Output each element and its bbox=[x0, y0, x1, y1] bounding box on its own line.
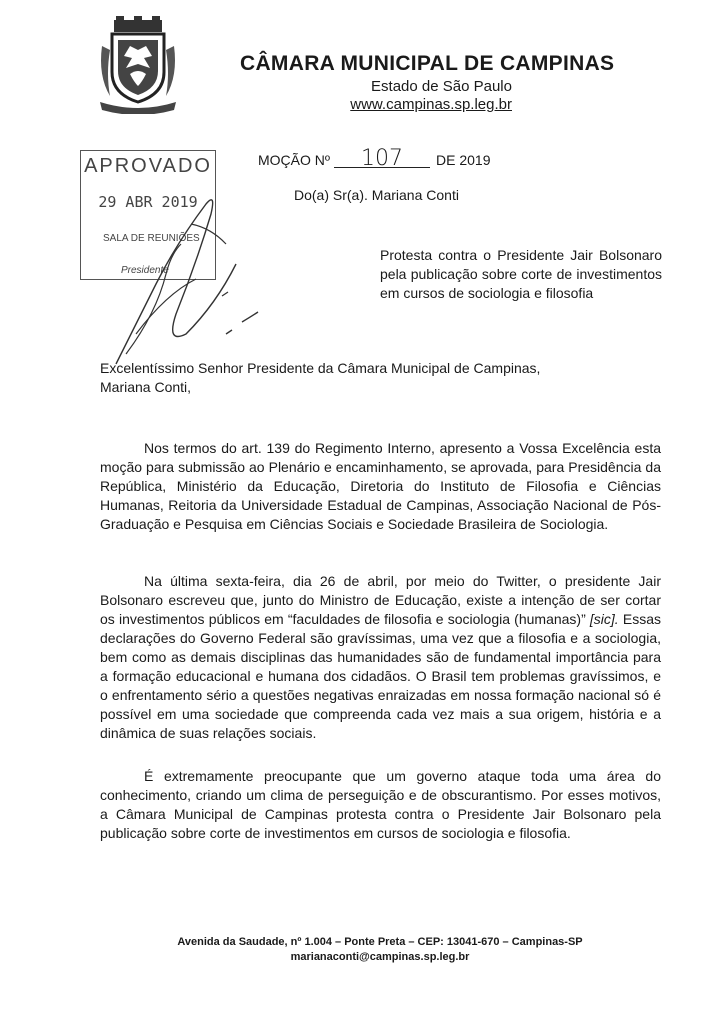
signature-icon bbox=[96, 184, 276, 380]
salutation-line-2: Mariana Conti, bbox=[100, 379, 192, 395]
stamp-date: 29 ABR 2019 bbox=[98, 193, 198, 211]
footer-address: Avenida da Saudade, nº 1.004 – Ponte Preta – CEP: 13041-670 – Campinas-SP bbox=[177, 936, 583, 948]
motion-author: Do(a) Sr(a). Mariana Conti bbox=[294, 187, 459, 203]
stamp-status: APROVADO bbox=[84, 155, 212, 177]
motion-summary: Protesta contra o Presidente Jair Bolsonaro pela publicação sobre corte de investimentos em cursos de sociologia e filosofia bbox=[380, 247, 662, 301]
body-paragraph-3 bbox=[100, 767, 661, 843]
motion-year: DE 2019 bbox=[436, 152, 491, 168]
paragraph-2-text-b: Essas declarações do Governo Federal são gravíssimas, uma vez que a filosofia e a sociologia, bem como as demais disciplinas das humanidades são de fundamental importância para a formação educacional e humana dos cidadãos. O Brasil tem problemas gravíssimos, e o enfrentamento sério a questões negativas enraizadas em nossa formação nacional só é possível em uma sociedade que compreenda cada vez mais a sua origem, história e a dinâmica de suas relações sociais. bbox=[100, 611, 661, 741]
salutation-line-1: Excelentíssimo Senhor Presidente da Câmara Municipal de Campinas, bbox=[100, 360, 541, 376]
motion-number-line bbox=[258, 146, 491, 171]
coat-of-arms-icon bbox=[96, 16, 180, 114]
body-paragraph-2 bbox=[100, 572, 661, 743]
footer-email: marianaconti@campinas.sp.leg.br bbox=[290, 951, 470, 963]
institution-website-link[interactable]: www.campinas.sp.leg.br bbox=[350, 96, 512, 113]
paragraph-2-text-a: Na última sexta-feira, dia 26 de abril, por meio do Twitter, o presidente Jair Bolsonaro escreveu que, junto do Ministro de Educação, existe a intenção de ser cortar os investimentos públicos em “faculdades de filosofia e sociologia (humanas)” bbox=[100, 573, 661, 627]
stamp-room: SALA DE REUNIÕES bbox=[103, 233, 200, 244]
salutation bbox=[100, 359, 580, 397]
body-paragraph-1 bbox=[100, 439, 661, 534]
stamp-role: Presidente bbox=[121, 265, 169, 276]
paragraph-3-text: É extremamente preocupante que um governo ataque toda uma área do conhecimento, criando um clima de perseguição e de obscurantismo. Por esses motivos, a Câmara Municipal de Campinas protesta contra o Presidente Jair Bolsonaro pela publicação sobre corte de investimentos em cursos de sociologia e filosofia. bbox=[100, 768, 661, 841]
motion-label: MOÇÃO Nº bbox=[258, 152, 331, 168]
institution-title: CÂMARA MUNICIPAL DE CAMPINAS bbox=[240, 52, 615, 75]
institution-state: Estado de São Paulo bbox=[371, 78, 512, 95]
sic-marker: [sic]. bbox=[589, 611, 619, 627]
motion-number: 107 bbox=[334, 151, 430, 168]
paragraph-1-text: Nos termos do art. 139 do Regimento Interno, apresento a Vossa Excelência esta moção para submissão ao Plenário e encaminhamento, se aprovada, para Presidência da República, Ministério da Educação, Diretoria do Instituto de Filosofia e Ciências Humanas, Reitoria da Universidade Estadual de Campinas, Associação Nacional de Pós-Graduação e Pesquisa em Ciências Sociais e Sociedade Brasileira de Sociologia. bbox=[100, 440, 661, 532]
footer bbox=[140, 935, 620, 965]
